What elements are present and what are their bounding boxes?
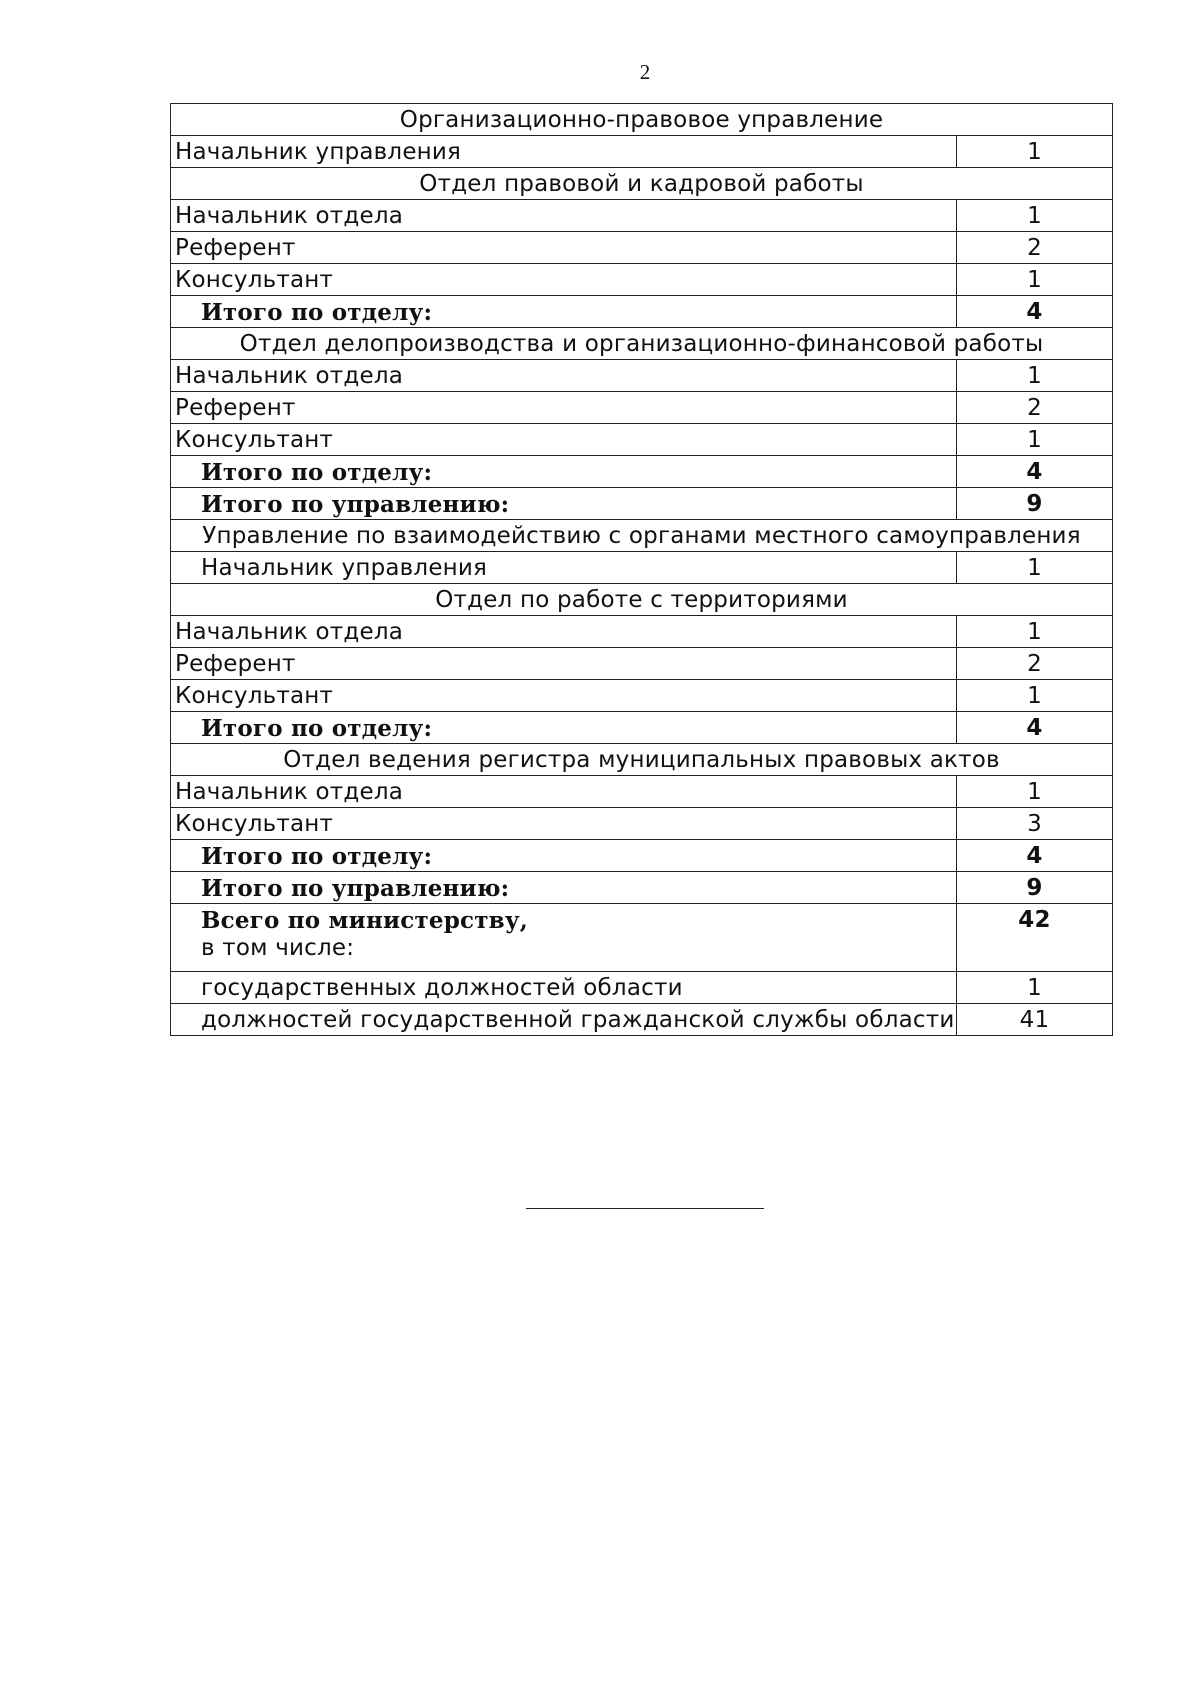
total-row	[171, 712, 1113, 744]
position-row	[171, 648, 1113, 680]
total-row	[171, 840, 1113, 872]
position-count: 2	[957, 392, 1113, 424]
position-name: должностей государственной гражданской службы области	[171, 1004, 957, 1036]
position-name: Начальник отдела	[171, 776, 957, 808]
position-count: 41	[957, 1004, 1113, 1036]
total-count: 4	[957, 456, 1113, 488]
staffing-table	[170, 103, 1113, 1036]
section-heading: Отдел ведения регистра муниципальных правовых актов	[171, 744, 1113, 776]
position-count: 3	[957, 808, 1113, 840]
position-name: Начальник отдела	[171, 616, 957, 648]
position-name: государственных должностей области	[171, 972, 957, 1004]
section-heading: Организационно-правовое управление	[171, 104, 1113, 136]
position-row	[171, 1004, 1113, 1036]
position-name: Референт	[171, 232, 957, 264]
grand-total-title: Всего по министерству,	[201, 907, 528, 934]
total-row	[171, 456, 1113, 488]
position-name: Референт	[171, 648, 957, 680]
total-count: 9	[957, 872, 1113, 904]
section-heading: Управление по взаимодействию с органами местного самоуправления	[171, 520, 1113, 552]
position-count: 2	[957, 648, 1113, 680]
position-name: Референт	[171, 392, 957, 424]
total-label: Итого по управлению:	[171, 872, 957, 904]
position-count: 2	[957, 232, 1113, 264]
total-label: Итого по отделу:	[171, 712, 957, 744]
position-count: 1	[957, 680, 1113, 712]
section-heading-row	[171, 168, 1113, 200]
position-name: Консультант	[171, 808, 957, 840]
position-name: Консультант	[171, 424, 957, 456]
position-row	[171, 360, 1113, 392]
position-row	[171, 392, 1113, 424]
section-heading-row	[171, 584, 1113, 616]
total-label: Итого по отделу:	[171, 840, 957, 872]
position-count: 1	[957, 972, 1113, 1004]
total-count: 4	[957, 840, 1113, 872]
grand-total-row	[171, 904, 1113, 972]
grand-total-label	[171, 904, 957, 972]
position-row	[171, 136, 1113, 168]
page-number: 2	[639, 60, 651, 84]
position-row	[171, 616, 1113, 648]
total-count: 4	[957, 712, 1113, 744]
total-count: 4	[957, 296, 1113, 328]
position-name: Начальник управления	[171, 552, 957, 584]
closing-rule	[526, 1208, 764, 1209]
section-heading: Отдел правовой и кадровой работы	[171, 168, 1113, 200]
total-count: 9	[957, 488, 1113, 520]
position-row	[171, 972, 1113, 1004]
total-label: Итого по отделу:	[171, 296, 957, 328]
position-count: 1	[957, 136, 1113, 168]
position-count: 1	[957, 200, 1113, 232]
section-heading-row	[171, 744, 1113, 776]
position-row	[171, 552, 1113, 584]
position-name: Начальник отдела	[171, 360, 957, 392]
position-row	[171, 808, 1113, 840]
position-row	[171, 424, 1113, 456]
position-row	[171, 264, 1113, 296]
position-row	[171, 200, 1113, 232]
staffing-table-body	[171, 104, 1113, 1036]
total-row	[171, 296, 1113, 328]
section-heading-row	[171, 104, 1113, 136]
position-count: 1	[957, 264, 1113, 296]
position-name: Консультант	[171, 680, 957, 712]
position-count: 1	[957, 424, 1113, 456]
position-row	[171, 232, 1113, 264]
total-label: Итого по отделу:	[171, 456, 957, 488]
position-count: 1	[957, 360, 1113, 392]
position-row	[171, 680, 1113, 712]
total-row	[171, 872, 1113, 904]
total-row	[171, 488, 1113, 520]
section-heading: Отдел по работе с территориями	[171, 584, 1113, 616]
grand-total-subtitle: в том числе:	[201, 934, 355, 961]
position-count: 1	[957, 776, 1113, 808]
position-name: Начальник управления	[171, 136, 957, 168]
position-name: Консультант	[171, 264, 957, 296]
position-row	[171, 776, 1113, 808]
total-label: Итого по управлению:	[171, 488, 957, 520]
position-count: 1	[957, 616, 1113, 648]
total-count: 42	[957, 904, 1113, 972]
position-count: 1	[957, 552, 1113, 584]
section-heading-row	[171, 520, 1113, 552]
position-name: Начальник отдела	[171, 200, 957, 232]
section-heading-row	[171, 328, 1113, 360]
section-heading: Отдел делопроизводства и организационно-финансовой работы	[171, 328, 1113, 360]
